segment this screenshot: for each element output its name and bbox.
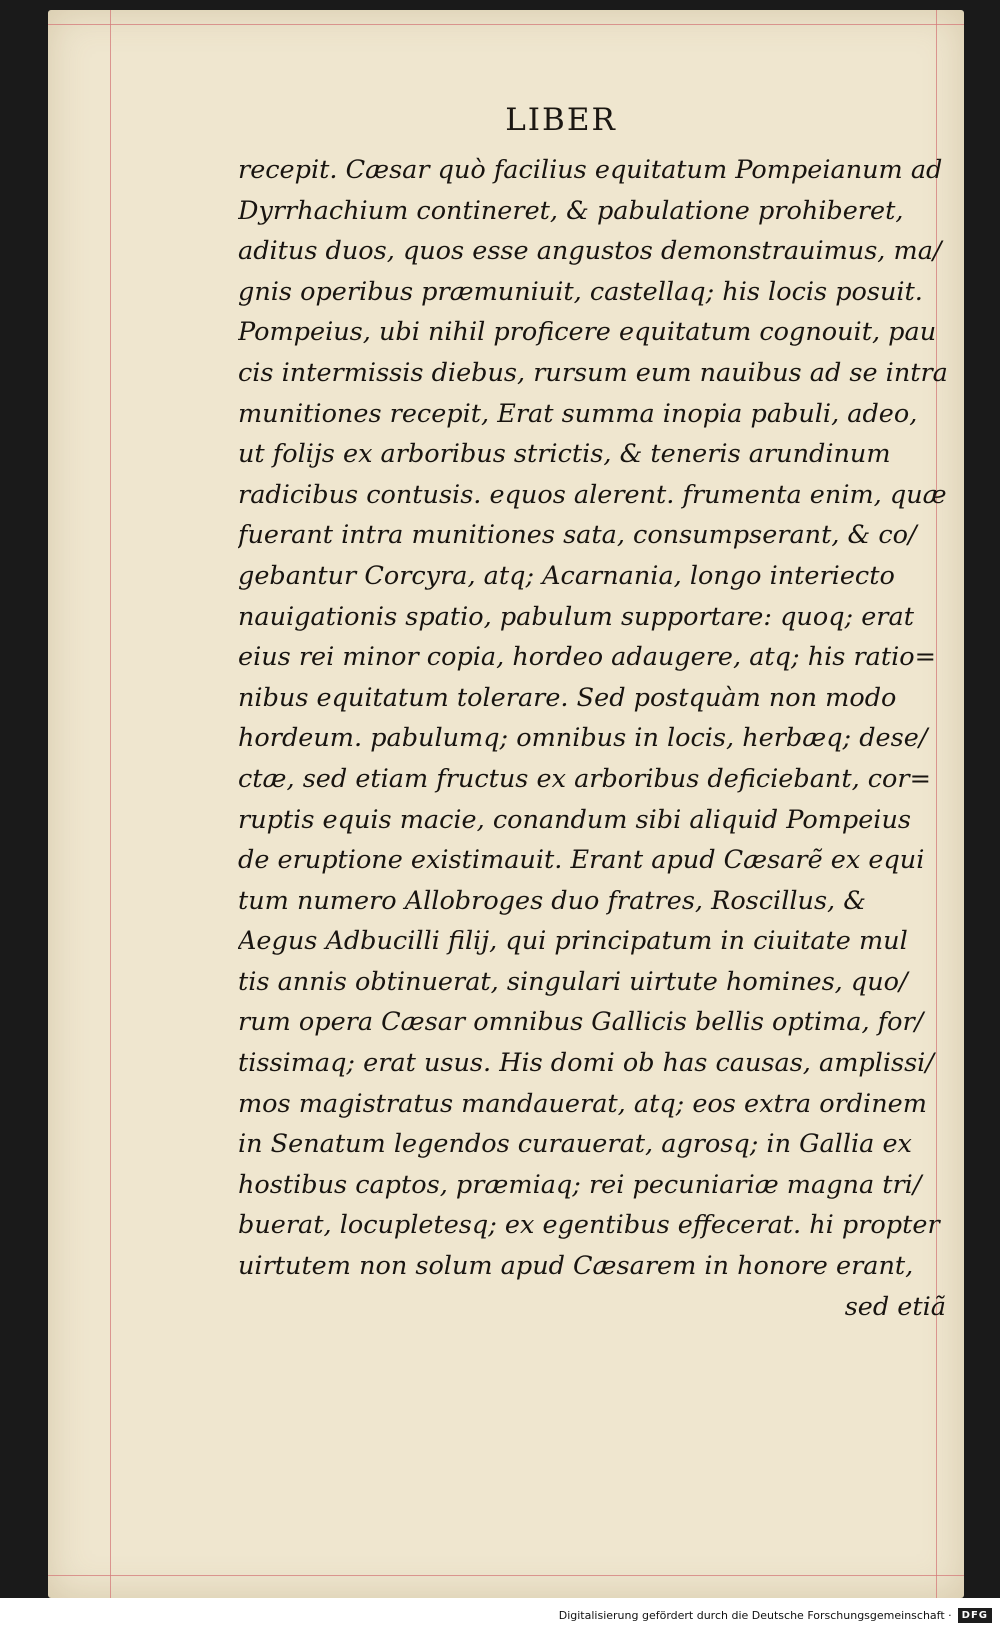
text-line: uirtutem non solum apud Cæsarem in honore erant, [238,1251,914,1282]
text-line: gebantur Corcyra, atq; Acarnania, longo interiecto [238,560,895,591]
catchword: sed etiã [844,1291,946,1322]
text-line: Pompeius, ubi nihil proficere equitatum cognouit, pau [238,317,937,348]
text-line: gnis operibus præmuniuit, castellaq; his locis posuit. [238,276,923,307]
text-line: tissimaq; erat usus. His domi ob has causas, amplissi/ [238,1048,934,1079]
text-line: nauigationis spatio, pabulum supportare: quoq; erat [238,601,914,632]
text-line: ut folijs ex arboribus strictis, & teneris arundinum [238,439,891,470]
margin-rule-bottom [48,1575,964,1576]
text-line: recepit. Cæsar quò facilius equitatum Pompeianum ad [238,155,943,185]
text-line: cis intermissis diebus, rursum eum nauibus ad se intra [238,357,948,388]
text-line: aditus duos, quos esse angustos demonstrauimus, ma/ [238,236,942,267]
text-line: Aegus Adbucilli filij, qui principatum in ciuitate mul [238,926,908,957]
margin-rule-left [110,10,111,1598]
text-line: eius rei minor copia, hordeo adaugere, atq; his ratio= [238,642,936,673]
text-line: tis annis obtinuerat, singulari uirtute homines, quo/ [238,966,908,997]
text-line: Dyrrhachium contineret, & pabulatione prohiberet, [238,195,904,226]
text-line: tum numero Allobroges duo fratres, Roscillus, & [238,885,866,916]
text-line: buerat, locupletesq; ex egentibus effecerat. hi propter [238,1210,940,1241]
margin-rule-top [48,24,964,25]
body-text [238,150,958,1327]
text-line: mos magistratus mandauerat, atq; eos extra ordinem [238,1088,927,1119]
running-header: LIBER [505,102,617,138]
footer-credit: Digitalisierung gefördert durch die Deutsche Forschungsgemeinschaft · [558,1608,952,1622]
text-line: radicibus contusis. equos alerent. frumenta enim, quæ [238,479,947,510]
text-line: munitiones recepit, Erat summa inopia pabuli, adeo, [238,398,918,429]
text-line: hostibus captos, præmiaq; rei pecuniariæ magna tri/ [238,1169,922,1200]
text-line: nibus equitatum tolerare. Sed postquàm non modo [238,682,897,713]
text-line: ruptis equis macie, conandum sibi aliquid Pompeius [238,804,911,835]
text-line: fuerant intra munitiones sata, consumpserant, & co/ [238,520,917,551]
text-line: ctæ, sed etiam fructus ex arboribus deficiebant, cor= [238,763,931,794]
text-line: in Senatum legendos curauerat, agrosq; in Gallia ex [238,1129,912,1160]
digitization-footer [0,1598,1000,1632]
text-line: hordeum. pabulumq; omnibus in locis, herbæq; dese/ [238,723,928,754]
text-line: rum opera Cæsar omnibus Gallicis bellis optima, for/ [238,1007,924,1038]
book-page [48,10,964,1598]
dfg-logo: DFG [958,1608,992,1623]
text-line: de eruptione existimauit. Erant apud Cæsarẽ ex equi [238,845,925,876]
